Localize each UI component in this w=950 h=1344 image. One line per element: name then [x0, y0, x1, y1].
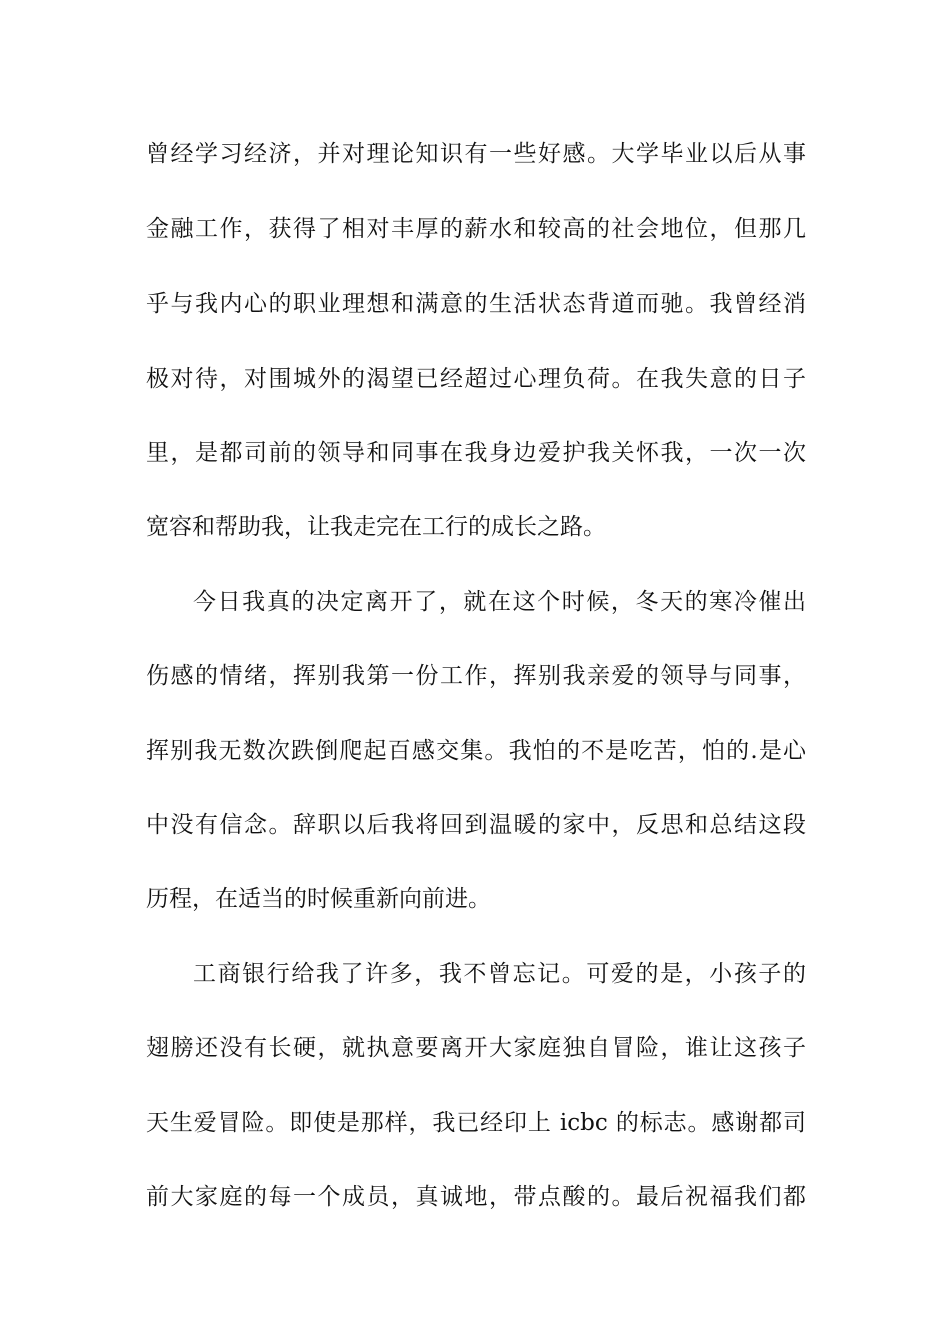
paragraph-first-line: 今日我真的决定离开了，就在这个时候，冬天的寒冷催出	[193, 589, 806, 615]
text-line: 金融工作，获得了相对丰厚的薪水和较高的社会地位，但那几	[146, 216, 806, 242]
text-line: 历程，在适当的时候重新向前进。	[146, 886, 491, 912]
text-line: 里，是都司前的领导和同事在我身边爱护我关怀我，一次一次	[146, 440, 806, 466]
text-line: 挥别我无数次跌倒爬起百感交集。我怕的不是吃苦，怕的.是心	[146, 738, 806, 764]
text-line: 曾经学习经济，并对理论知识有一些好感。大学毕业以后从事	[146, 141, 806, 167]
text-line: 前大家庭的每一个成员，真诚地，带点酸的。最后祝福我们都	[146, 1184, 806, 1210]
text-line: 宽容和帮助我，让我走完在工行的成长之路。	[146, 514, 606, 540]
text-line: 天生爱冒险。即使是那样，我已经印上 icbc 的标志。感谢都司	[146, 1110, 806, 1136]
text-line: 中没有信念。辞职以后我将回到温暖的家中，反思和总结这段	[146, 812, 806, 838]
text-line: 乎与我内心的职业理想和满意的生活状态背道而驰。我曾经消	[146, 291, 806, 317]
text-line: 翅膀还没有长硬，就执意要离开大家庭独自冒险，谁让这孩子	[146, 1035, 806, 1061]
paragraph-first-line: 工商银行给我了许多，我不曾忘记。可爱的是，小孩子的	[193, 961, 806, 987]
text-line: 伤感的情绪，挥别我第一份工作，挥别我亲爱的领导与同事，	[146, 663, 806, 689]
text-line: 极对待，对围城外的渴望已经超过心理负荷。在我失意的日子	[146, 366, 806, 392]
